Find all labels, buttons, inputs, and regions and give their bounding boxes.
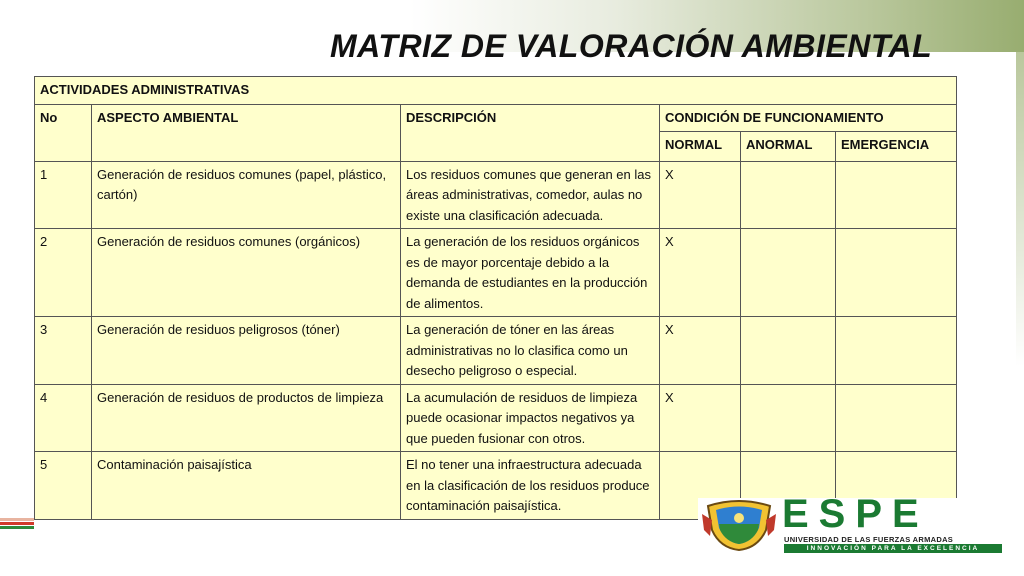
slide-title: MATRIZ DE VALORACIÓN AMBIENTAL: [330, 28, 933, 64]
row-normal: X: [660, 317, 741, 385]
row-no: 5: [35, 452, 92, 520]
table-row: [35, 384, 957, 452]
header-normal: NORMAL: [660, 131, 741, 161]
row-aspect: Generación de residuos peligrosos (tóner): [92, 317, 401, 385]
row-abnormal: [741, 317, 836, 385]
row-emergency: [836, 317, 957, 385]
university-motto: INNOVACIÓN PARA LA EXCELENCIA: [784, 544, 1002, 553]
valuation-matrix-table: [34, 76, 957, 520]
row-no: 4: [35, 384, 92, 452]
university-name: UNIVERSIDAD DE LAS FUERZAS ARMADAS: [784, 535, 954, 544]
row-aspect: Generación de residuos de productos de limpieza: [92, 384, 401, 452]
slide-side-strip: [1016, 52, 1024, 576]
university-crest-icon: [702, 500, 776, 552]
header-abnormal: ANORMAL: [741, 131, 836, 161]
row-no: 2: [35, 229, 92, 317]
row-description: El no tener una infraestructura adecuada en la clasificación de los residuos produce contaminación paisajística.: [401, 452, 660, 520]
table-row: [35, 317, 957, 385]
flag-stripes: [0, 518, 34, 532]
row-abnormal: [741, 384, 836, 452]
row-emergency: [836, 161, 957, 229]
header-row: [35, 105, 957, 132]
espe-wordmark: ESPE: [782, 492, 929, 536]
row-abnormal: [741, 161, 836, 229]
row-description: La generación de tóner en las áreas administrativas no lo clasifica como un desecho peligroso o especial.: [401, 317, 660, 385]
header-aspect: ASPECTO AMBIENTAL: [92, 105, 401, 162]
row-emergency: [836, 229, 957, 317]
row-aspect: Generación de residuos comunes (papel, plástico, cartón): [92, 161, 401, 229]
espe-logo: [698, 492, 1006, 552]
header-emergency: EMERGENCIA: [836, 131, 957, 161]
table-row: [35, 229, 957, 317]
row-no: 1: [35, 161, 92, 229]
table-row: [35, 161, 957, 229]
row-emergency: [836, 384, 957, 452]
row-abnormal: [741, 229, 836, 317]
header-description: DESCRIPCIÓN: [401, 105, 660, 162]
row-description: La acumulación de residuos de limpieza puede ocasionar impactos negativos ya que pueden fusionar con otros.: [401, 384, 660, 452]
section-header-row: [35, 77, 957, 105]
row-no: 3: [35, 317, 92, 385]
section-header: ACTIVIDADES ADMINISTRATIVAS: [35, 77, 957, 105]
row-normal: X: [660, 229, 741, 317]
row-aspect: Contaminación paisajística: [92, 452, 401, 520]
row-normal: X: [660, 161, 741, 229]
header-no: No: [35, 105, 92, 162]
row-description: Los residuos comunes que generan en las áreas administrativas, comedor, aulas no existe una clasificación adecuada.: [401, 161, 660, 229]
header-condition: CONDICIÓN DE FUNCIONAMIENTO: [660, 105, 957, 132]
row-description: La generación de los residuos orgánicos es de mayor porcentaje debido a la demanda de estudiantes en la producción de alimentos.: [401, 229, 660, 317]
row-normal: X: [660, 384, 741, 452]
row-aspect: Generación de residuos comunes (orgánicos): [92, 229, 401, 317]
